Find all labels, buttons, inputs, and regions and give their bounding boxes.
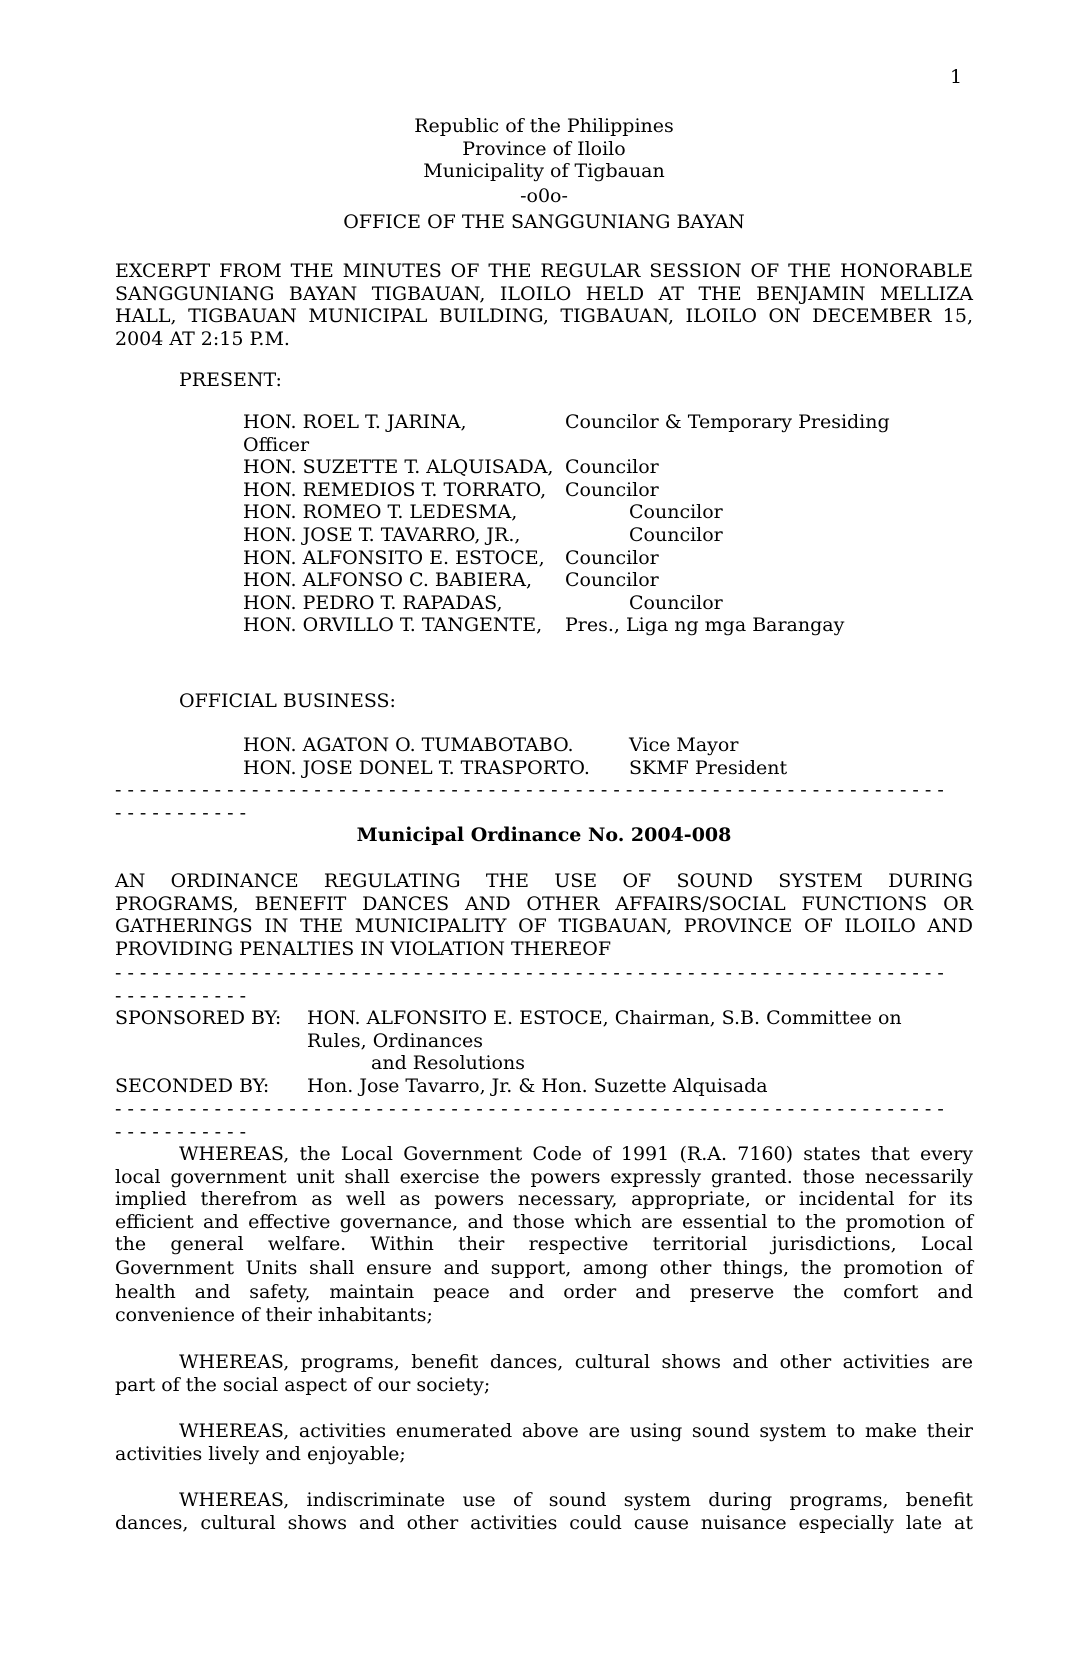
official-business-label: OFFICIAL BUSINESS: — [179, 690, 396, 712]
attendee-role: SKMF President — [629, 756, 788, 779]
excerpt-line: EXCERPT FROM THE MINUTES OF THE REGULAR SESSION OF THE HONORABLE — [115, 260, 973, 282]
excerpt-line: 2004 AT 2:15 P.M. — [115, 327, 290, 350]
attendee-name: HON. PEDRO T. RAPADAS, — [243, 591, 503, 614]
sponsored-value-cont: Rules, Ordinances — [307, 1029, 484, 1052]
separator-line: - - - - - - - - - - - - - - - - - - - - - - - - - - - - - - - - - - - - - - - - - - - - - - - - - - - - - - - - - - - - - - - - - - - — [115, 779, 944, 801]
excerpt-line: HALL, TIGBAUAN MUNICIPAL BUILDING, TIGBAUAN, ILOILO ON DECEMBER 15, — [115, 305, 973, 328]
attendee-name: HON. AGATON O. TUMABOTABO. — [243, 734, 574, 756]
sponsored-row-cont — [115, 1052, 973, 1075]
excerpt-paragraph — [115, 260, 973, 350]
page-number: 1 — [950, 66, 963, 88]
attendee-name: HON. JOSE DONEL T. TRASPORTO. — [243, 756, 590, 779]
sponsorship-block — [115, 1007, 973, 1097]
paragraph-line: dances, cultural shows and other activities could cause nuisance especially late at — [115, 1511, 973, 1534]
ordinance-desc-line: GATHERINGS IN THE MUNICIPALITY OF TIGBAUAN, PROVINCE OF ILOILO AND — [115, 915, 973, 938]
attendee-row — [243, 757, 973, 780]
paragraph-line: WHEREAS, programs, benefit dances, cultural shows and other activities are — [179, 1351, 973, 1373]
separator-line-short: - - - - - - - - - - - — [115, 1120, 247, 1143]
paragraph-line: activities lively and enjoyable; — [115, 1442, 406, 1465]
separator-line-short: - - - - - - - - - - - — [115, 801, 247, 824]
attendee-role-cont-text: Officer — [243, 433, 310, 456]
attendee-role: Councilor — [565, 546, 659, 569]
whereas-paragraph — [115, 1351, 973, 1396]
sponsored-row-cont — [115, 1030, 973, 1053]
attendee-name: HON. ALFONSO C. BABIERA, — [243, 569, 533, 592]
attendee-row — [243, 734, 973, 757]
attendee-role: Councilor & Temporary Presiding — [565, 411, 890, 433]
attendee-name: HON. ALFONSITO E. ESTOCE, — [243, 546, 545, 569]
letterhead — [0, 115, 1088, 234]
attendee-name: HON. SUZETTE T. ALQUISADA, — [243, 456, 554, 479]
seconded-value: Hon. Jose Tavarro, Jr. & Hon. Suzette Alquisada — [307, 1074, 768, 1097]
attendee-role: Councilor — [629, 591, 723, 614]
official-business-list — [243, 734, 973, 779]
attendee-role: Pres., Liga ng mga Barangay — [565, 614, 845, 637]
municipality-line: Municipality of Tigbauan — [423, 160, 665, 183]
paragraph-line: implied therefrom as well as powers necessary, appropriate, or incidental for its — [115, 1188, 973, 1211]
attendee-row — [243, 479, 973, 502]
ordinance-desc-line: PROVIDING PENALTIES IN VIOLATION THEREOF — [115, 937, 612, 960]
paragraph-line: WHEREAS, the Local Government Code of 1991 (R.A. 7160) states that every — [179, 1143, 973, 1165]
seconded-row — [115, 1075, 973, 1098]
paragraph-line: Government Units shall ensure and support, among other things, the promotion of — [115, 1256, 973, 1279]
whereas-paragraph — [115, 1420, 973, 1465]
paragraph-line: health and safety, maintain peace and order and preserve the comfort and — [115, 1280, 973, 1303]
attendee-name: HON. ROMEO T. LEDESMA, — [243, 501, 518, 524]
attendee-row — [243, 501, 973, 524]
attendee-role: Councilor — [565, 569, 659, 592]
attendee-name: HON. REMEDIOS T. TORRATO, — [243, 478, 547, 501]
attendee-role: Councilor — [629, 523, 723, 546]
republic-line: Republic of the Philippines — [414, 115, 674, 137]
paragraph-line: part of the social aspect of our society; — [115, 1373, 491, 1396]
present-list — [243, 411, 973, 637]
sponsored-label: SPONSORED BY: — [115, 1007, 282, 1029]
province-line: Province of Iloilo — [462, 137, 626, 160]
paragraph-line: the general welfare. Within their respective territorial jurisdictions, Local — [115, 1233, 973, 1256]
attendee-role: Councilor — [565, 456, 659, 479]
attendee-name: HON. JOSE T. TAVARRO, JR., — [243, 523, 521, 546]
office-line: OFFICE OF THE SANGGUNIANG BAYAN — [343, 211, 745, 234]
attendee-row — [243, 569, 973, 592]
present-label: PRESENT: — [179, 369, 282, 391]
ornament-symbol: -o0o- — [520, 184, 568, 207]
ordinance-description — [115, 870, 973, 960]
ordinance-desc-line: AN ORDINANCE REGULATING THE USE OF SOUND SYSTEM DURING — [115, 870, 973, 892]
attendee-name: HON. ROEL T. JARINA, — [243, 411, 467, 433]
sponsored-value-cont: and Resolutions — [371, 1052, 525, 1075]
attendee-row — [243, 411, 973, 434]
attendee-row — [243, 592, 973, 615]
sponsored-row — [115, 1007, 973, 1030]
paragraph-line: convenience of their inhabitants; — [115, 1303, 433, 1326]
separator — [115, 1098, 973, 1143]
attendee-row — [243, 524, 973, 547]
paragraph-line: WHEREAS, indiscriminate use of sound system during programs, benefit — [179, 1489, 973, 1511]
paragraph-line: WHEREAS, activities enumerated above are using sound system to make their — [179, 1420, 973, 1442]
paragraph-line: local government unit shall exercise the powers expressly granted. those necessarily — [115, 1165, 973, 1188]
attendee-role: Councilor — [629, 501, 723, 524]
sponsored-value: HON. ALFONSITO E. ESTOCE, Chairman, S.B. Committee on — [307, 1007, 902, 1029]
paragraph-line: efficient and effective governance, and those which are essential to the promotion of — [115, 1210, 973, 1233]
attendee-row — [243, 547, 973, 570]
whereas-paragraph — [115, 1489, 973, 1534]
attendee-row — [243, 456, 973, 479]
seconded-label: SECONDED BY: — [115, 1074, 270, 1097]
separator — [115, 779, 973, 824]
separator-line: - - - - - - - - - - - - - - - - - - - - - - - - - - - - - - - - - - - - - - - - - - - - - - - - - - - - - - - - - - - - - - - - - - - — [115, 1098, 944, 1120]
attendee-role: Councilor — [565, 478, 659, 501]
separator-line: - - - - - - - - - - - - - - - - - - - - - - - - - - - - - - - - - - - - - - - - - - - - - - - - - - - - - - - - - - - - - - - - - - - — [115, 962, 944, 984]
separator-line-short: - - - - - - - - - - - — [115, 984, 247, 1007]
attendee-role-continued — [243, 434, 973, 457]
attendee-name: HON. ORVILLO T. TANGENTE, — [243, 614, 543, 637]
excerpt-line: SANGGUNIANG BAYAN TIGBAUAN, ILOILO HELD AT THE BENJAMIN MELLIZA — [115, 282, 973, 305]
ordinance-desc-line: PROGRAMS, BENEFIT DANCES AND OTHER AFFAIRS/SOCIAL FUNCTIONS OR — [115, 892, 973, 915]
separator — [115, 962, 973, 1007]
ordinance-title: Municipal Ordinance No. 2004-008 — [356, 824, 732, 846]
attendee-role: Vice Mayor — [629, 734, 739, 756]
attendee-row — [243, 614, 973, 637]
whereas-paragraph — [115, 1143, 973, 1326]
